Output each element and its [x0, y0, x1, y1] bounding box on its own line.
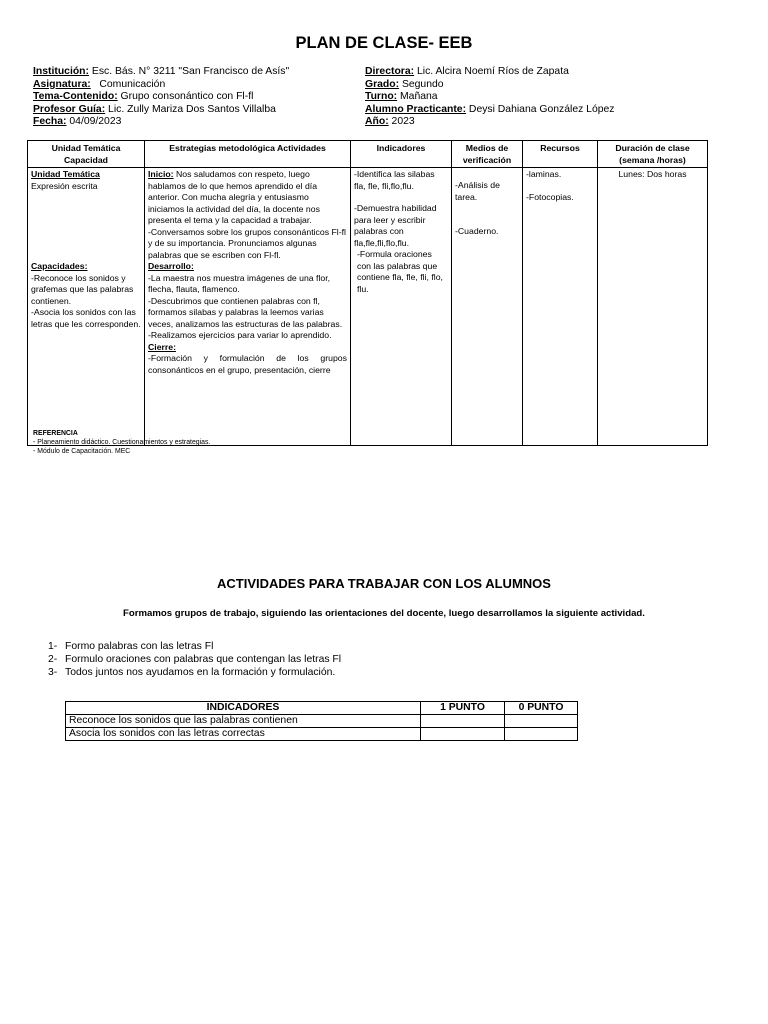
list-item: 3- Todos juntos nos ayudamos en la formación y formulación.: [48, 667, 336, 678]
actividades-title: ACTIVIDADES PARA TRABAJAR CON LOS ALUMNOS: [217, 576, 551, 591]
col-header-unidad: Unidad Temática Capacidad: [28, 141, 145, 168]
score-cell-0[interactable]: [505, 728, 578, 741]
actividades-intro: Formamos grupos de trabajo, siguiendo las orientaciones del docente, luego desarrollamos la siguiente actividad.: [123, 608, 645, 619]
medios-cell: -Análisis de tarea. -Cuaderno.: [452, 168, 523, 446]
score-header-row: [66, 702, 578, 715]
tema-row: Tema-Contenido: Grupo consonántico con Fl-fl: [33, 91, 254, 103]
recursos-cell: -laminas. -Fotocopias.: [523, 168, 598, 446]
alumno-row: Alumno Practicante: Deysi Dahiana González López: [365, 103, 615, 115]
directora-row: Directora: Lic. Alcira Noemí Ríos de Zapata: [365, 66, 569, 77]
profesor-row: Profesor Guía: Lic. Zully Mariza Dos Santos Villalba: [33, 103, 276, 115]
institucion-row: Institución: Esc. Bás. N° 3211 "San Francisco de Asís": [33, 66, 290, 77]
col-header-0-punto: 0 PUNTO: [505, 702, 578, 715]
table-row: [66, 728, 578, 741]
score-cell-1[interactable]: [421, 728, 505, 741]
referencia-section: [33, 429, 210, 456]
table-header-row: [28, 141, 708, 168]
col-header-medios: Medios de verificación: [452, 141, 523, 168]
activity-steps: [48, 640, 341, 679]
list-item: 1- Formo palabras con las letras Fl: [48, 641, 214, 652]
table-row: [28, 168, 708, 446]
fecha-row: Fecha: 04/09/2023: [33, 116, 122, 128]
score-cell-0[interactable]: [505, 715, 578, 728]
col-header-1-punto: 1 PUNTO: [421, 702, 505, 715]
list-item: 2- Formulo oraciones con palabras que contengan las letras Fl: [48, 654, 342, 665]
col-header-duracion: Duración de clase (semana /horas): [598, 141, 708, 168]
indicator-cell: Reconoce los sonidos que las palabras contienen: [66, 715, 421, 728]
turno-row: Turno: Mañana: [365, 91, 438, 103]
asignatura-row: Asignatura: Comunicación: [33, 78, 166, 90]
indicadores-cell: -Identifica las silabas fla, fle, fli,flo,flu. -Demuestra habilidad para leer y escribir palabras con fla,fle,fli,flo,flu. -Formula oraciones con las palabras que contiene fla, fle, fli, flo, flu.: [351, 168, 452, 446]
anio-row: Año: 2023: [365, 116, 415, 128]
header-left-info: [33, 66, 289, 129]
page-title: PLAN DE CLASE- EEB: [295, 34, 473, 52]
grado-row: Grado: Segundo: [365, 78, 444, 90]
estrategias-cell: Inicio: Nos saludamos con respeto, luego hablamos de lo que hemos aprendido el día anterior. Con mucha alegría y entusiasmo iniciamos la actividad del día, la docente nos presenta el tema y la capacidad a trabajar. -Conversamos sobre los grupos consonánticos Fl-fl y de su importancia. Pronunciamos algunas palabras que se escriben con Fl-fl. Desarrollo: -La maestra nos muestra imágenes de una flor, flecha, flauta, flamenco. -Descubrimos que contienen palabras con fl, formamos silabas y palabras la leemos varias veces, analizamos las estructuras de las palabras. -Realizamos ejercicios para variar lo aprendido. Cierre: -Formación y formulación de los grupos consonánticos en el grupo, presentación, cierre: [145, 168, 351, 446]
unidad-cell: Unidad Temática Expresión escrita Capacidades: -Reconoce los sonidos y grafemas que las palabras contienen. -Asocia los sonidos con las letras que les corresponden.: [28, 168, 145, 446]
score-cell-1[interactable]: [421, 715, 505, 728]
indicator-cell: Asocia los sonidos con las letras correctas: [66, 728, 421, 741]
table-row: [66, 715, 578, 728]
score-table: [65, 701, 578, 741]
referencia-title: REFERENCIA: [33, 430, 78, 437]
referencia-item: - Planeamiento didáctico. Cuestionamientos y estrategias.: [33, 439, 211, 446]
col-header-indicadores: INDICADORES: [66, 702, 421, 715]
referencia-item: - Módulo de Capacitación. MEC: [33, 448, 131, 455]
lesson-plan-table: [27, 140, 708, 446]
col-header-recursos: Recursos: [523, 141, 598, 168]
header-right-info: [365, 66, 615, 129]
col-header-estrategias: Estrategias metodológica Actividades: [145, 141, 351, 168]
col-header-indicadores: Indicadores: [351, 141, 452, 168]
duracion-cell: Lunes: Dos horas: [598, 168, 708, 446]
